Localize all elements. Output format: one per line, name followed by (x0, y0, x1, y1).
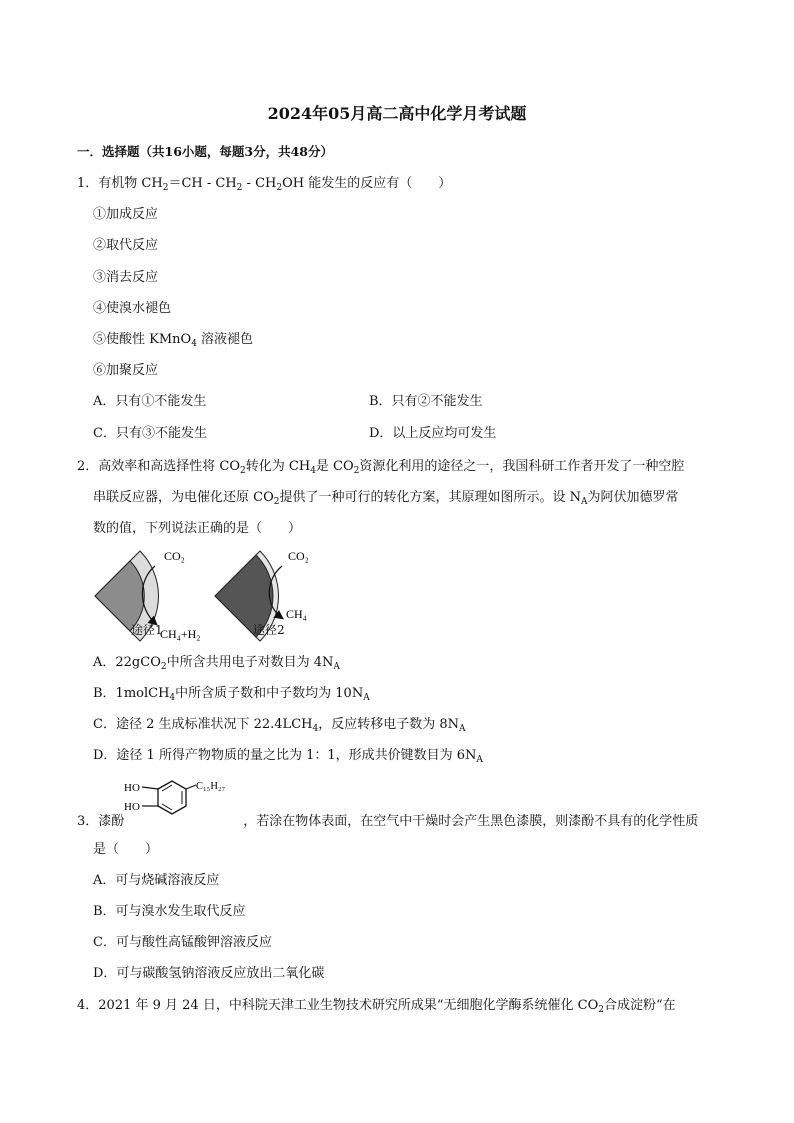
question-1-stem: 1．有机物 $CH_2=CH - CH_2 - CH_2OH$ 能发生的反应有（ ） (77, 176, 452, 193)
section-header: 一．选择题（共16小题，每题3分，共48分） (77, 144, 333, 159)
pathway-1-inner-wedge (95, 561, 144, 631)
question-3-stem-line-2: 是（ ） (93, 842, 159, 857)
q1-item-3: ③消去反应 (93, 270, 159, 285)
alkyl-chain-label: C₁₅H₂₇ (196, 781, 226, 792)
q3-option-a[interactable]: A．可与烧碱溶液反应 (93, 873, 220, 888)
question-3-stem-line-1: 3．漆酚 ，若涂在物体表面，在空气中干燥时会产生黑色漆膜，则漆酚不具有的化学性质 (77, 814, 699, 829)
q3-option-b[interactable]: B．可与溴水发生取代反应 (93, 904, 246, 919)
q3-option-c[interactable]: C．可与酸性高锰酸钾溶液反应 (93, 935, 272, 950)
question-2-stem-line-2: 串联反应器，为电催化还原 $CO_2$提供了一种可行的转化方案，其原理如图所示。设 $N_A$为阿伏加德罗常 (93, 490, 679, 507)
pathway-1-reactant: CO₂ (164, 549, 185, 563)
pathway-2-reactant: CO₂ (288, 549, 309, 563)
q1-item-2: ②取代反应 (93, 238, 159, 253)
q1-option-d[interactable]: D．以上反应均可发生 (369, 426, 497, 441)
pathway-1-product: CH₄+H₂ (160, 627, 201, 641)
pathway-2-product: CH₄ (286, 607, 307, 621)
q1-item-5: ⑤使酸性 KMnO$_4$ 溶液褪色 (93, 332, 254, 349)
hydroxyl-label-1: HO (124, 782, 140, 794)
question-2-stem-line-3: 数的值，下列说法正确的是（ ） (93, 521, 302, 536)
q1-option-b[interactable]: B．只有②不能发生 (369, 394, 483, 409)
q3-option-d[interactable]: D．可与碳酸氢钠溶液反应放出二氧化碳 (93, 966, 325, 981)
pathway-2-label: 途径2 (253, 623, 285, 637)
q2-option-d[interactable]: D．途径 1 所得产物物质的量之比为 1：1，形成共价键数目为 $6N_A$ (93, 748, 483, 765)
hydroxyl-label-2: HO (124, 801, 140, 813)
q2-option-c[interactable]: C．途径 2 生成标准状况下 $22.4LCH_4$，反应转移电子数为 $8N_A$ (93, 717, 466, 734)
question-2-stem-line-1: 2．高效率和高选择性将 $CO_2$转化为 $CH_4$是 $CO_2$资源化利用的途径之一，我国科研工作者开发了一种空腔 (77, 459, 685, 476)
q2-option-b[interactable]: B．1molCH$_4$中所含质子数和中子数均为 $10N_A$ (93, 686, 370, 703)
q1-item-1: ①加成反应 (93, 207, 159, 222)
q1-item-6: ⑥加聚反应 (93, 363, 159, 378)
page-title: 2024年05月高二高中化学月考试题 (267, 104, 527, 123)
q1-option-a[interactable]: A．只有①不能发生 (93, 394, 207, 409)
q1-option-c[interactable]: C．只有③不能发生 (93, 426, 207, 441)
reaction-pathway-diagram (90, 544, 350, 644)
q1-item-4: ④使溴水褪色 (93, 301, 172, 316)
q2-option-a[interactable]: A．22gCO$_2$中所含共用电子对数目为 $4N_A$ (93, 655, 340, 672)
question-4-stem: 4．2021 年 9 月 24 日，中科院天津工业生物技术研究所成果“无细胞化学酶系统催化 $CO_2$合成淀粉“在 (77, 998, 676, 1015)
pathway-1-label: 途径1 (131, 623, 163, 637)
